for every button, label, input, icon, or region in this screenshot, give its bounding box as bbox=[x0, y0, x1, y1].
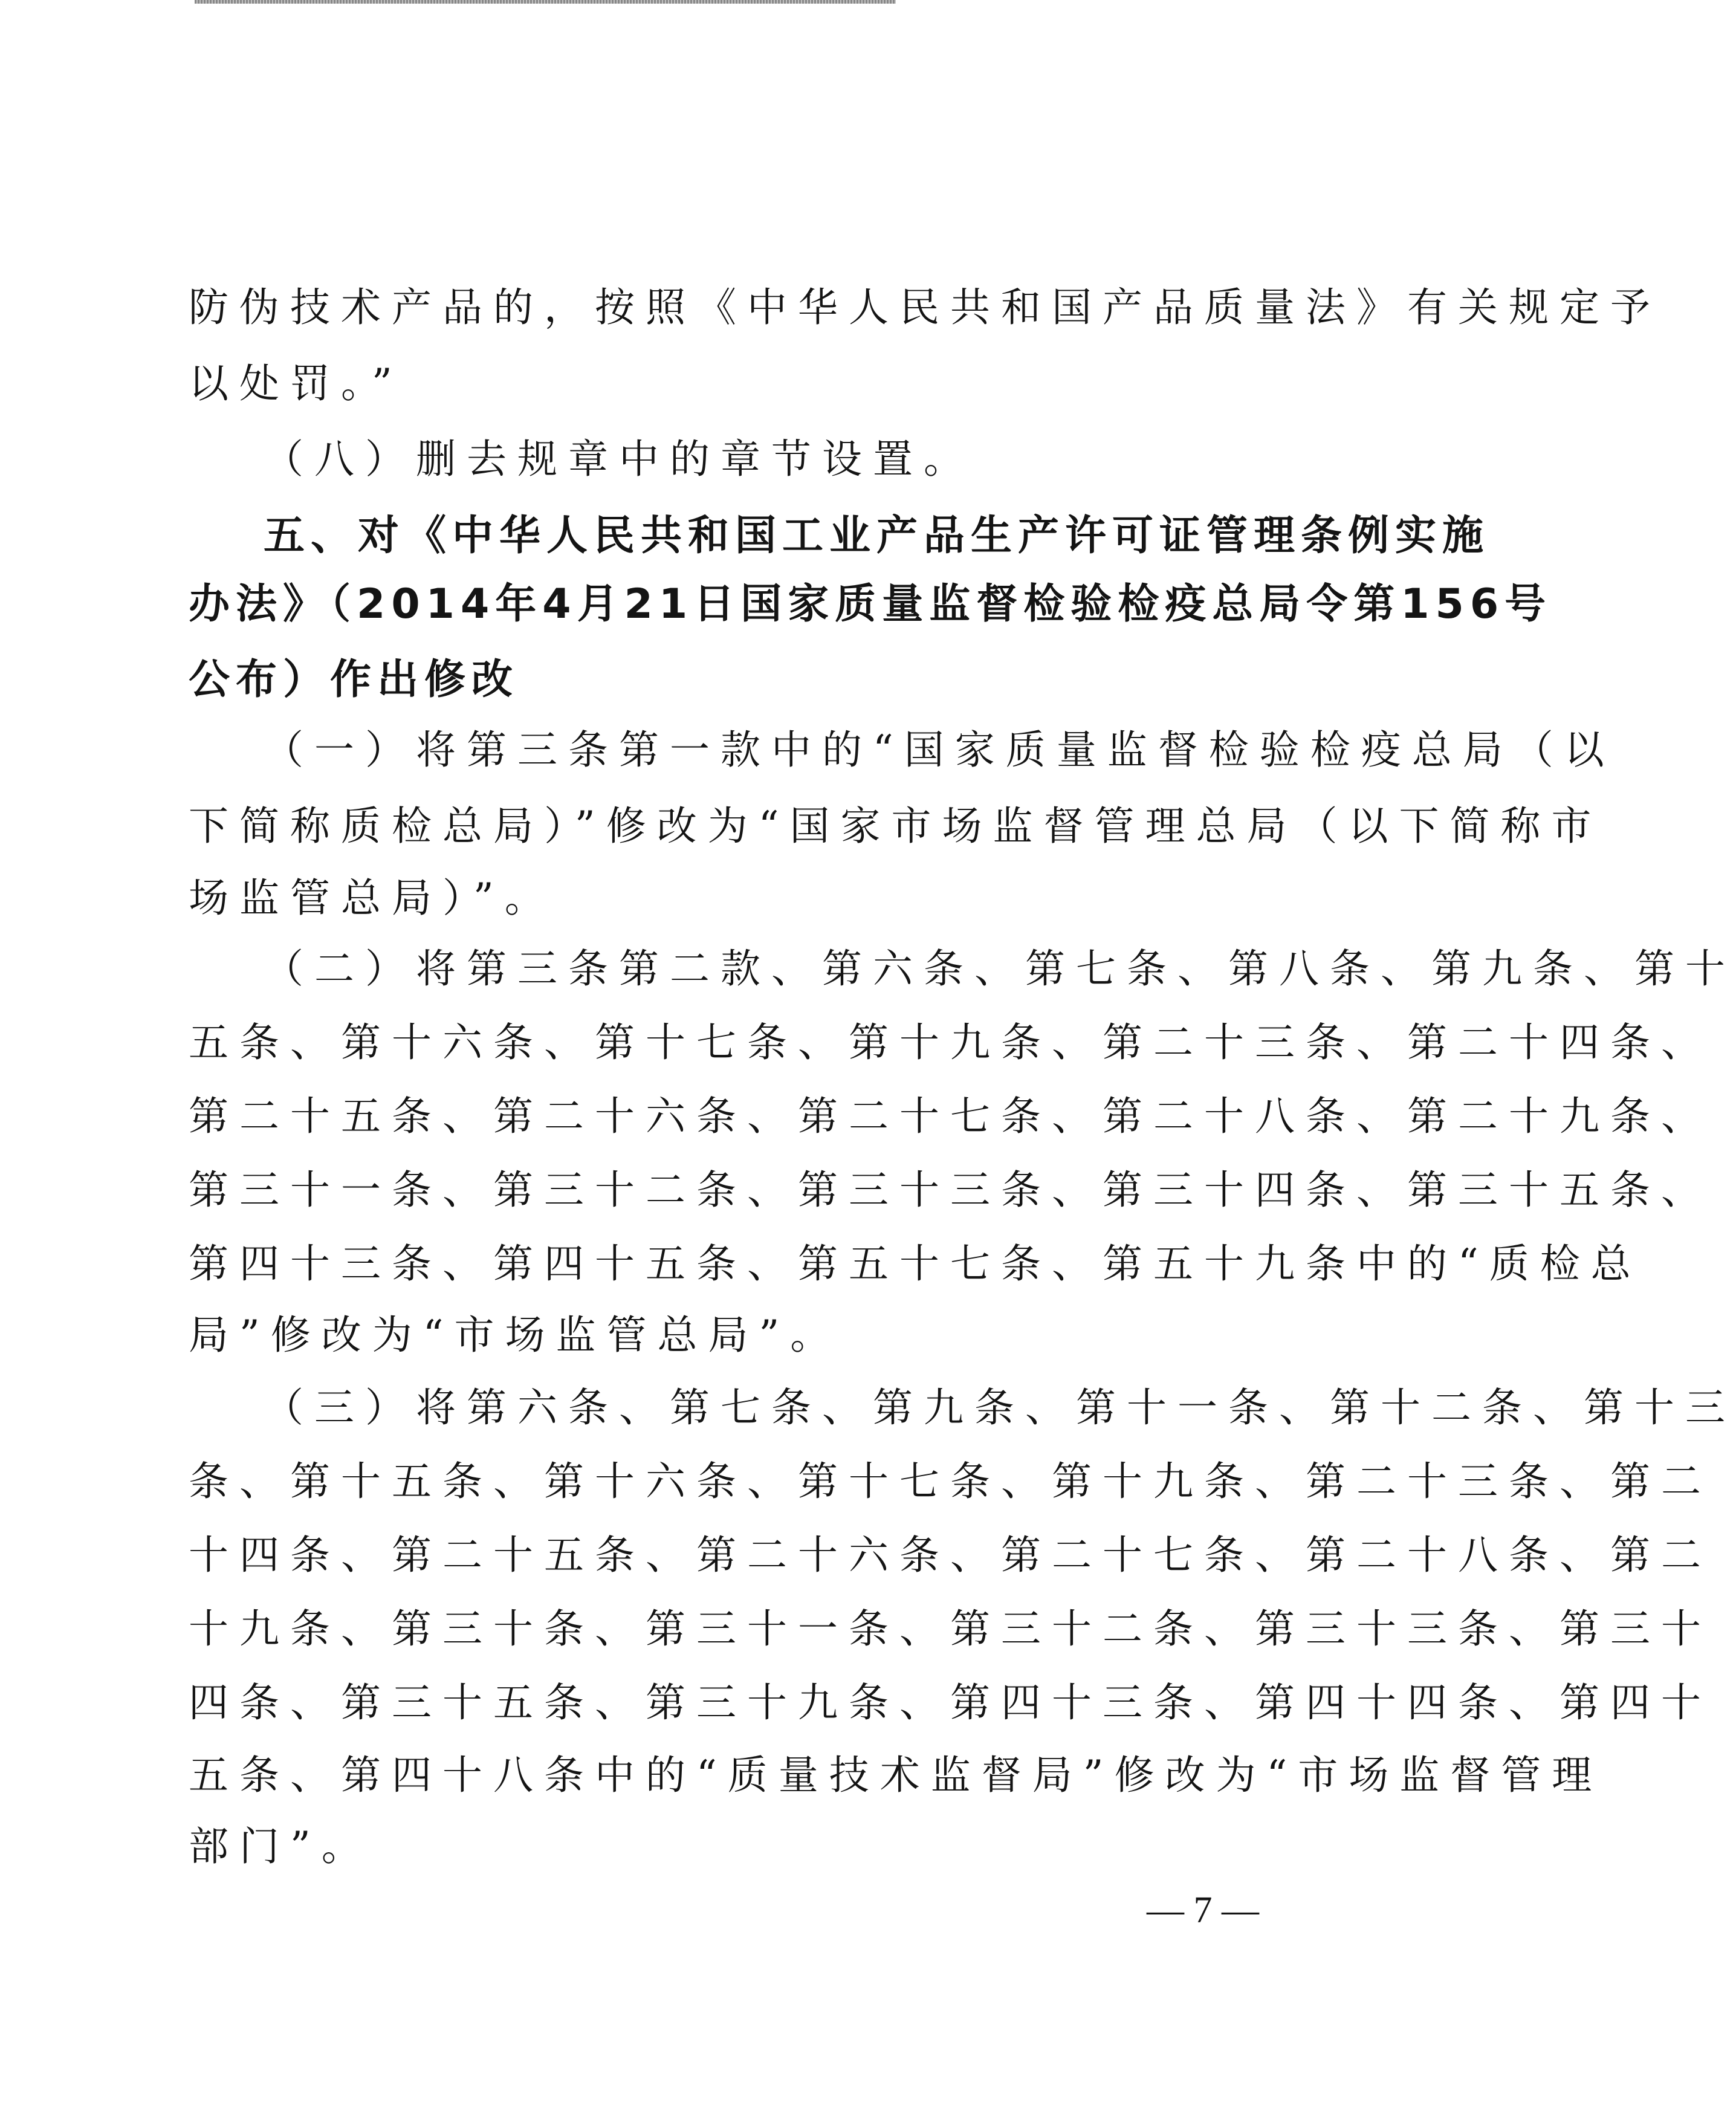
text-line: （二）将第三条第二款、第六条、第七条、第八条、第九条、第十 bbox=[264, 945, 1736, 992]
text-line: 第三十一条、第三十二条、第三十三条、第三十四条、第三十五条、 bbox=[189, 1167, 1712, 1213]
text-line: （三）将第六条、第七条、第九条、第十一条、第十二条、第十三 bbox=[264, 1384, 1736, 1431]
top-rule-divider bbox=[195, 0, 896, 4]
text-line: 以处罚。” bbox=[189, 360, 403, 407]
page-number: — 7 — bbox=[1147, 1890, 1259, 1931]
text-line: 五条、第四十八条中的“质量技术监督局”修改为“市场监督管理 bbox=[189, 1752, 1603, 1798]
text-line: 防伪技术产品的，按照《中华人民共和国产品质量法》有关规定予 bbox=[189, 284, 1661, 331]
text-line: 部门”。 bbox=[189, 1823, 372, 1870]
text-line: 场监管总局）”。 bbox=[189, 875, 555, 921]
text-line: 十九条、第三十条、第三十一条、第三十二条、第三十三条、第三十 bbox=[189, 1606, 1712, 1652]
text-line: 条、第十五条、第十六条、第十七条、第十九条、第二十三条、第二 bbox=[189, 1458, 1712, 1505]
section-heading-line: 公布）作出修改 bbox=[189, 656, 519, 704]
text-line: （八）删去规章中的章节设置。 bbox=[264, 436, 974, 482]
section-heading-line: 五、对《中华人民共和国工业产品生产许可证管理条例实施 bbox=[264, 512, 1490, 560]
text-line: 十四条、第二十五条、第二十六条、第二十七条、第二十八条、第二 bbox=[189, 1532, 1712, 1578]
text-line: 第二十五条、第二十六条、第二十七条、第二十八条、第二十九条、 bbox=[189, 1093, 1712, 1139]
section-heading-line: 办法》（2014年4月21日国家质量监督检验检疫总局令第156号 bbox=[189, 580, 1552, 628]
text-line: 局”修改为“市场监管总局”。 bbox=[189, 1312, 841, 1358]
text-line: 第四十三条、第四十五条、第五十七条、第五十九条中的“质检总 bbox=[189, 1240, 1642, 1287]
text-line: 四条、第三十五条、第三十九条、第四十三条、第四十四条、第四十 bbox=[189, 1679, 1712, 1726]
text-line: 五条、第十六条、第十七条、第十九条、第二十三条、第二十四条、 bbox=[189, 1019, 1712, 1066]
text-line: （一）将第三条第一款中的“国家质量监督检验检疫总局（以 bbox=[264, 727, 1615, 773]
text-line: 下简称质检总局）”修改为“国家市场监督管理总局（以下简称市 bbox=[189, 803, 1602, 849]
